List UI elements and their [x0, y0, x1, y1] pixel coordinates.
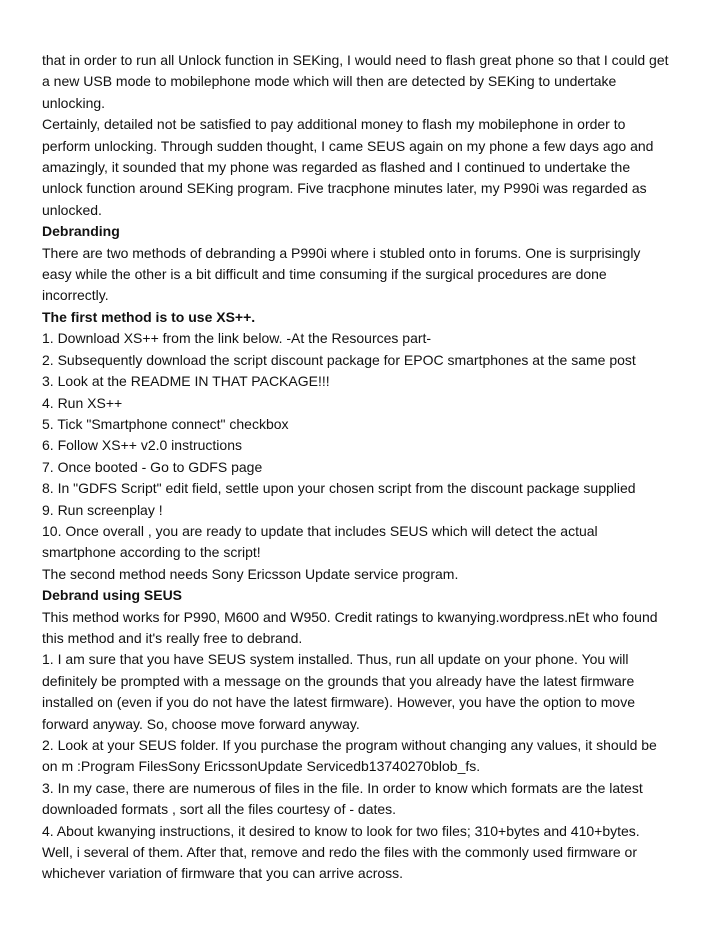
text-line: easy while the other is a bit difficult and time consuming if the surgical procedures are done: [42, 266, 607, 283]
text-line: 6. Follow XS++ v2.0 instructions: [42, 437, 242, 454]
section-heading: Debrand using SEUS: [42, 587, 183, 604]
text-line: There are two methods of debranding a P990i where i stubled onto in forums. One is surprisingly: [42, 244, 641, 261]
text-line: this method and it's really free to debrand.: [42, 629, 303, 646]
text-line: 2. Subsequently download the script discount package for EPOC smartphones at the same post: [42, 351, 636, 368]
text-line: 10. Once overall , you are ready to update that includes SEUS which will detect the actual: [42, 522, 598, 539]
text-line: forward anyway. So, choose move forward anyway.: [42, 715, 360, 732]
text-line: 8. In "GDFS Script" edit field, settle upon your chosen script from the discount package supplied: [42, 480, 636, 497]
text-line: 1. I am sure that you have SEUS system installed. Thus, run all update on your phone. You will: [42, 651, 629, 668]
text-line: 9. Run screenplay !: [42, 501, 163, 518]
section-heading: The first method is to use XS++.: [42, 308, 256, 325]
text-line: 4. About kwanying instructions, it desired to know to look for two files; 310+bytes and 410+bytes.: [42, 822, 640, 839]
text-line: on m :Program FilesSony EricssonUpdate Servicedb13740270blob_fs.: [42, 758, 481, 775]
text-line: whichever variation of firmware that you can arrive across.: [42, 865, 404, 882]
text-line: definitely be prompted with a message on the grounds that you already have the latest firmware: [42, 672, 635, 689]
text-line: smartphone according to the script!: [42, 544, 261, 561]
text-line: This method works for P990, M600 and W950. Credit ratings to kwanying.wordpress.nEt who found: [42, 608, 658, 625]
text-line: unlocking.: [42, 94, 106, 111]
text-line: 4. Run XS++: [42, 394, 123, 411]
section-heading: Debranding: [42, 223, 120, 240]
text-line: unlock function around SEKing program. Five tracphone minutes later, my P990i was regarded as: [42, 180, 647, 197]
text-line: 1. Download XS++ from the link below. -At the Resources part-: [42, 330, 432, 347]
text-line: downloaded formats , sort all the files courtesy of - dates.: [42, 801, 397, 818]
text-line: Well, i several of them. After that, remove and redo the files with the commonly used firmware or: [42, 844, 637, 861]
text-line: installed on (even if you do not have the latest firmware). However, you have the option to move: [42, 694, 635, 711]
document-page: [42, 50, 692, 885]
text-line: 5. Tick "Smartphone connect" checkbox: [42, 415, 289, 432]
text-line: unlocked.: [42, 201, 102, 218]
text-line: 3. Look at the README IN THAT PACKAGE!!!: [42, 373, 330, 390]
text-line: Certainly, detailed not be satisfied to pay additional money to flash my mobilephone in order to: [42, 116, 626, 133]
text-line: 2. Look at your SEUS folder. If you purchase the program without changing any values, it should be: [42, 737, 657, 753]
text-line: perform unlocking. Through sudden thought, I came SEUS again on my phone a few days ago and: [42, 137, 654, 154]
text-line: that in order to run all Unlock function in SEKing, I would need to flash great phone so that I could get: [42, 52, 669, 68]
text-line: a new USB mode to mobilephone mode which will then are detected by SEKing to undertake: [42, 73, 617, 90]
text-line: amazingly, it sounded that my phone was regarded as flashed and I continued to undertake the: [42, 159, 631, 176]
text-line: incorrectly.: [42, 287, 109, 304]
text-line: 7. Once booted - Go to GDFS page: [42, 458, 263, 475]
text-line: 3. In my case, there are numerous of files in the file. In order to know which formats are the latest: [42, 779, 643, 796]
text-line: The second method needs Sony Ericsson Update service program.: [42, 565, 459, 582]
